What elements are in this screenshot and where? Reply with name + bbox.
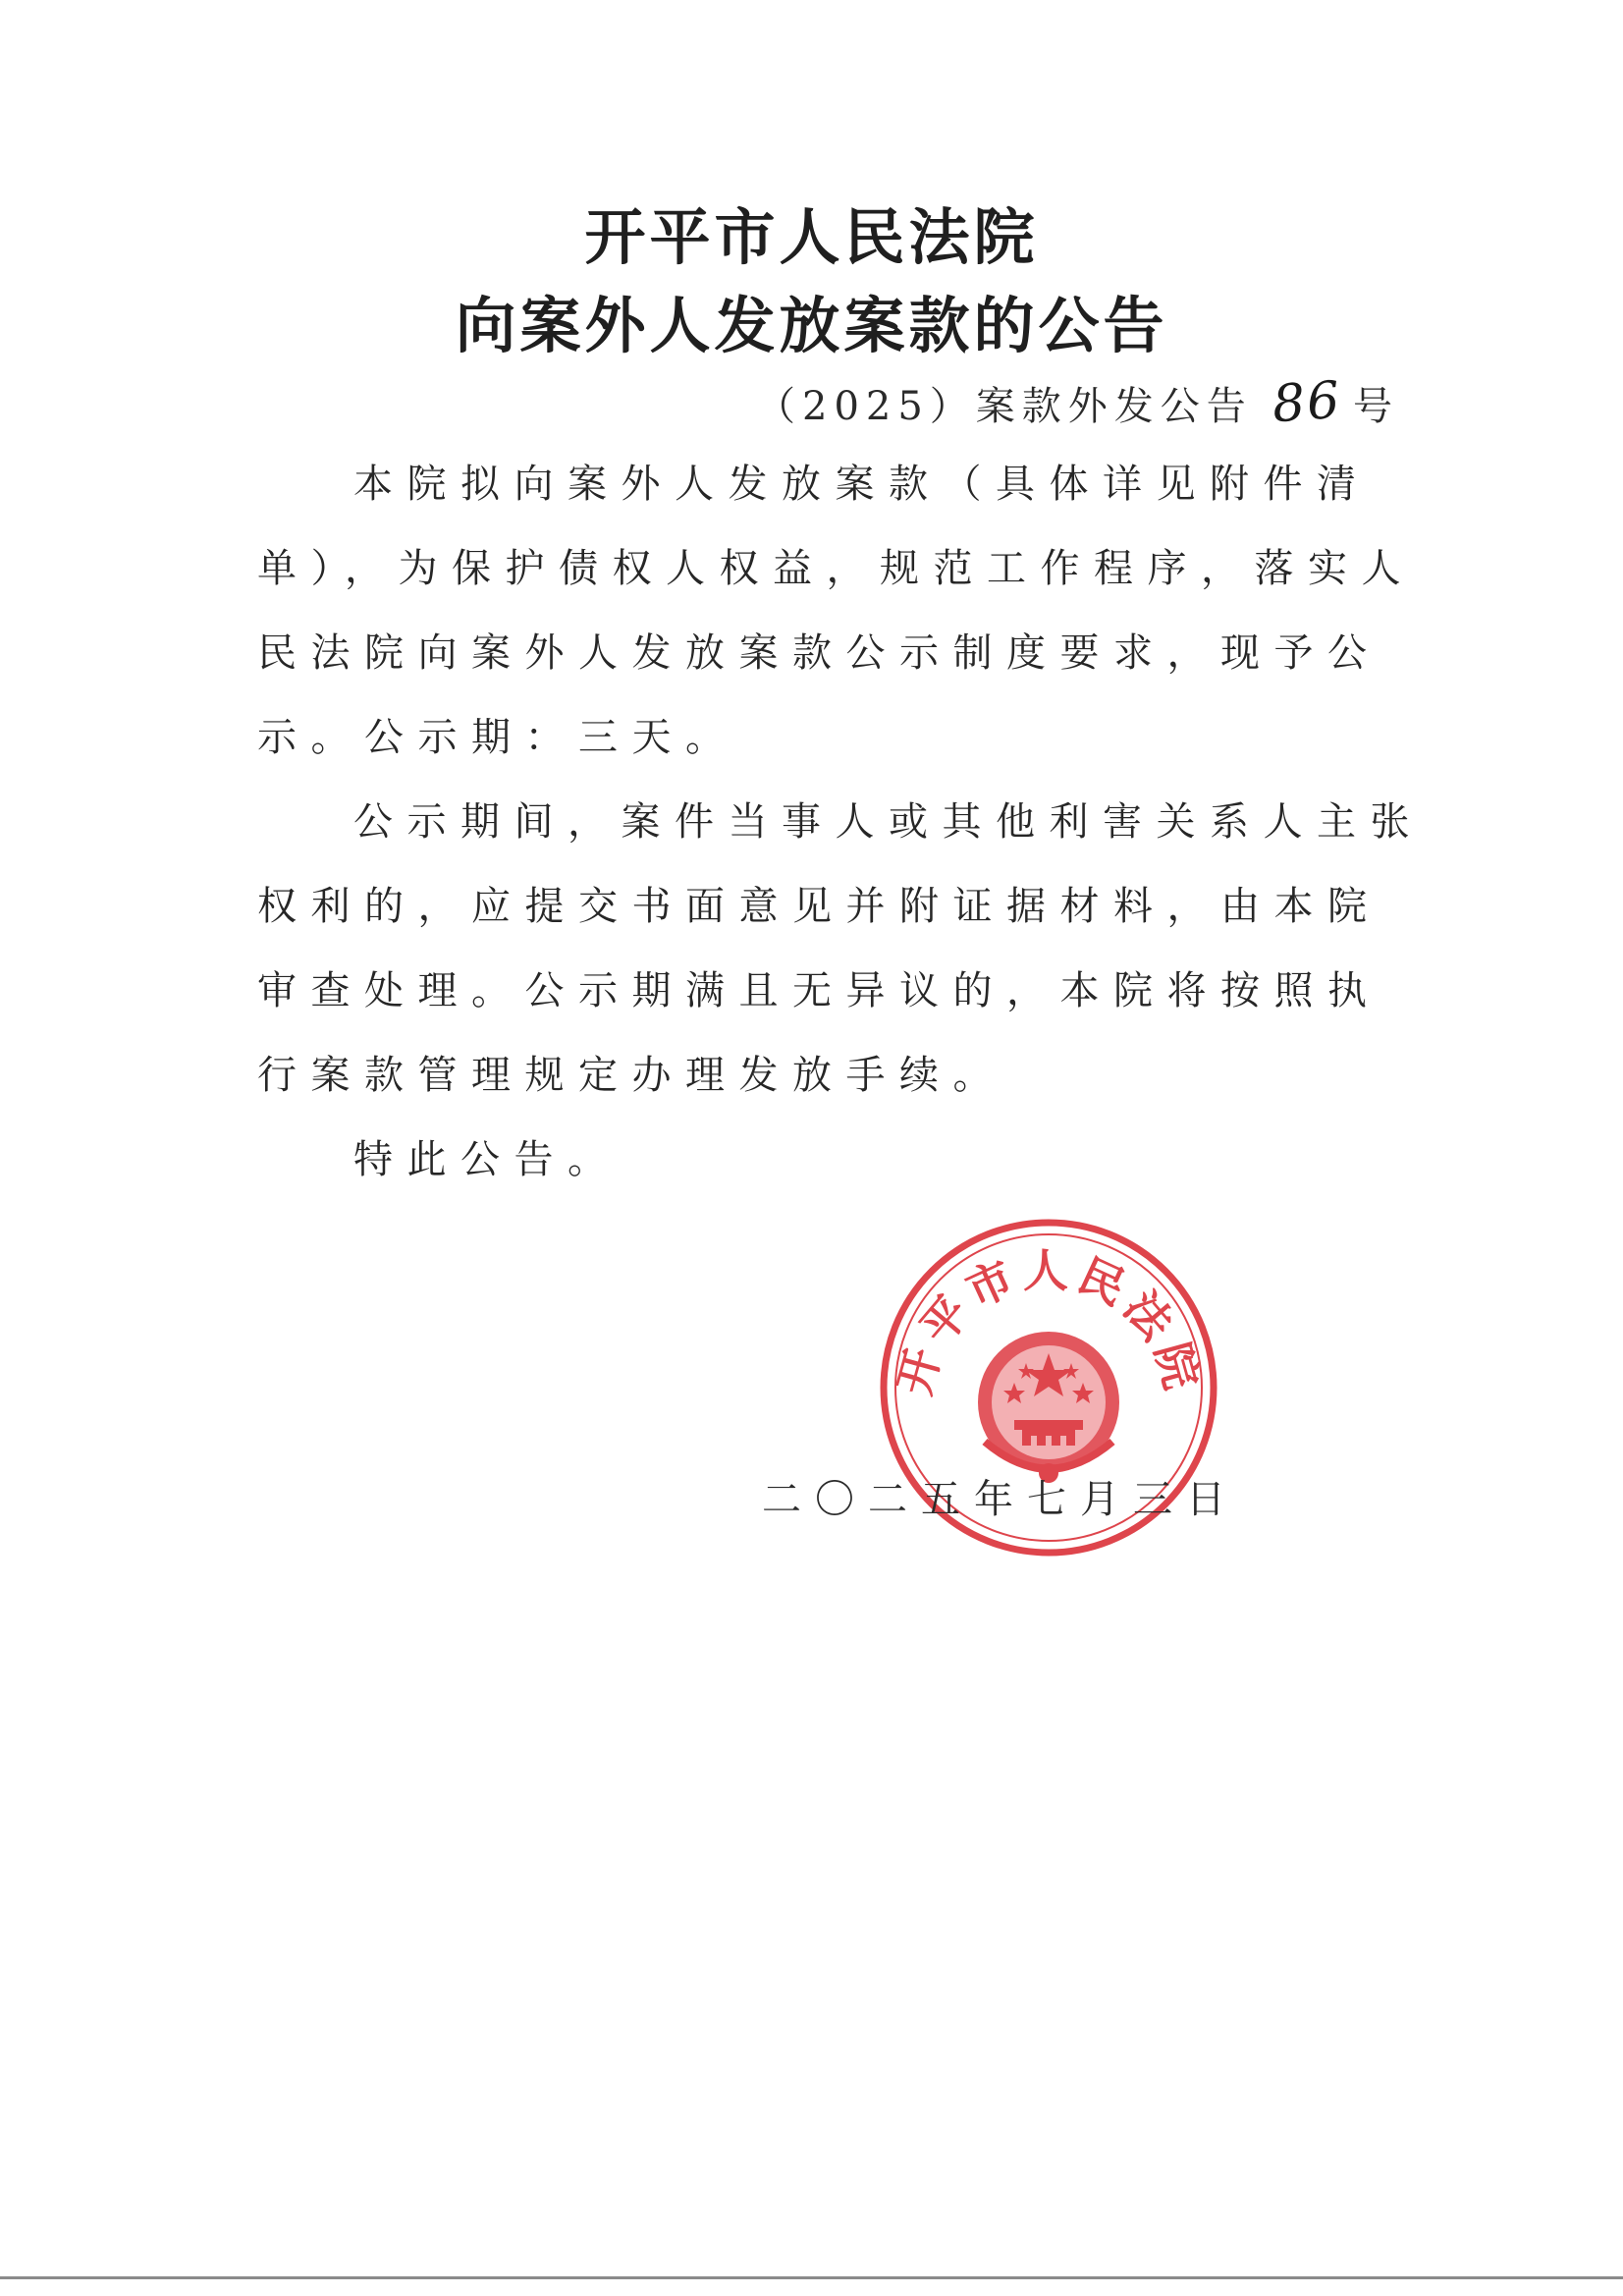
document-number-suffix: 号	[1352, 384, 1399, 429]
document-number-prefix: （2025）案款外发公告	[756, 384, 1253, 429]
paragraph-announcement: 本院拟向案外人发放案款（具体详见附件清单），为保护债权人权益，规范工作程序，落实人民法院向案外人发放案款公示制度要求，现予公示。公示期：三天。	[257, 462, 1415, 760]
document-number-handwritten: 86	[1270, 370, 1343, 435]
page-title-court: 开平市人民法院	[584, 201, 1039, 273]
page-title-notice: 向案外人发放案款的公告	[455, 290, 1168, 361]
paragraph-objection-period: 公示期间，案件当事人或其他利害关系人主张权利的，应提交书面意见并附证据材料，由本院审查处理。公示期满且无异议的，本院将按照执行案款管理规定办理发放手续。	[257, 799, 1424, 1098]
date-line: 二〇二五年七月三日	[762, 1477, 1239, 1522]
seal-text: 开平市人民法院	[887, 1243, 1211, 1400]
document-number	[756, 370, 1399, 435]
national-emblem-icon	[978, 1332, 1119, 1483]
scan-bottom-edge	[0, 2276, 1623, 2279]
paragraph-closing: 特此公告。	[353, 1137, 622, 1182]
